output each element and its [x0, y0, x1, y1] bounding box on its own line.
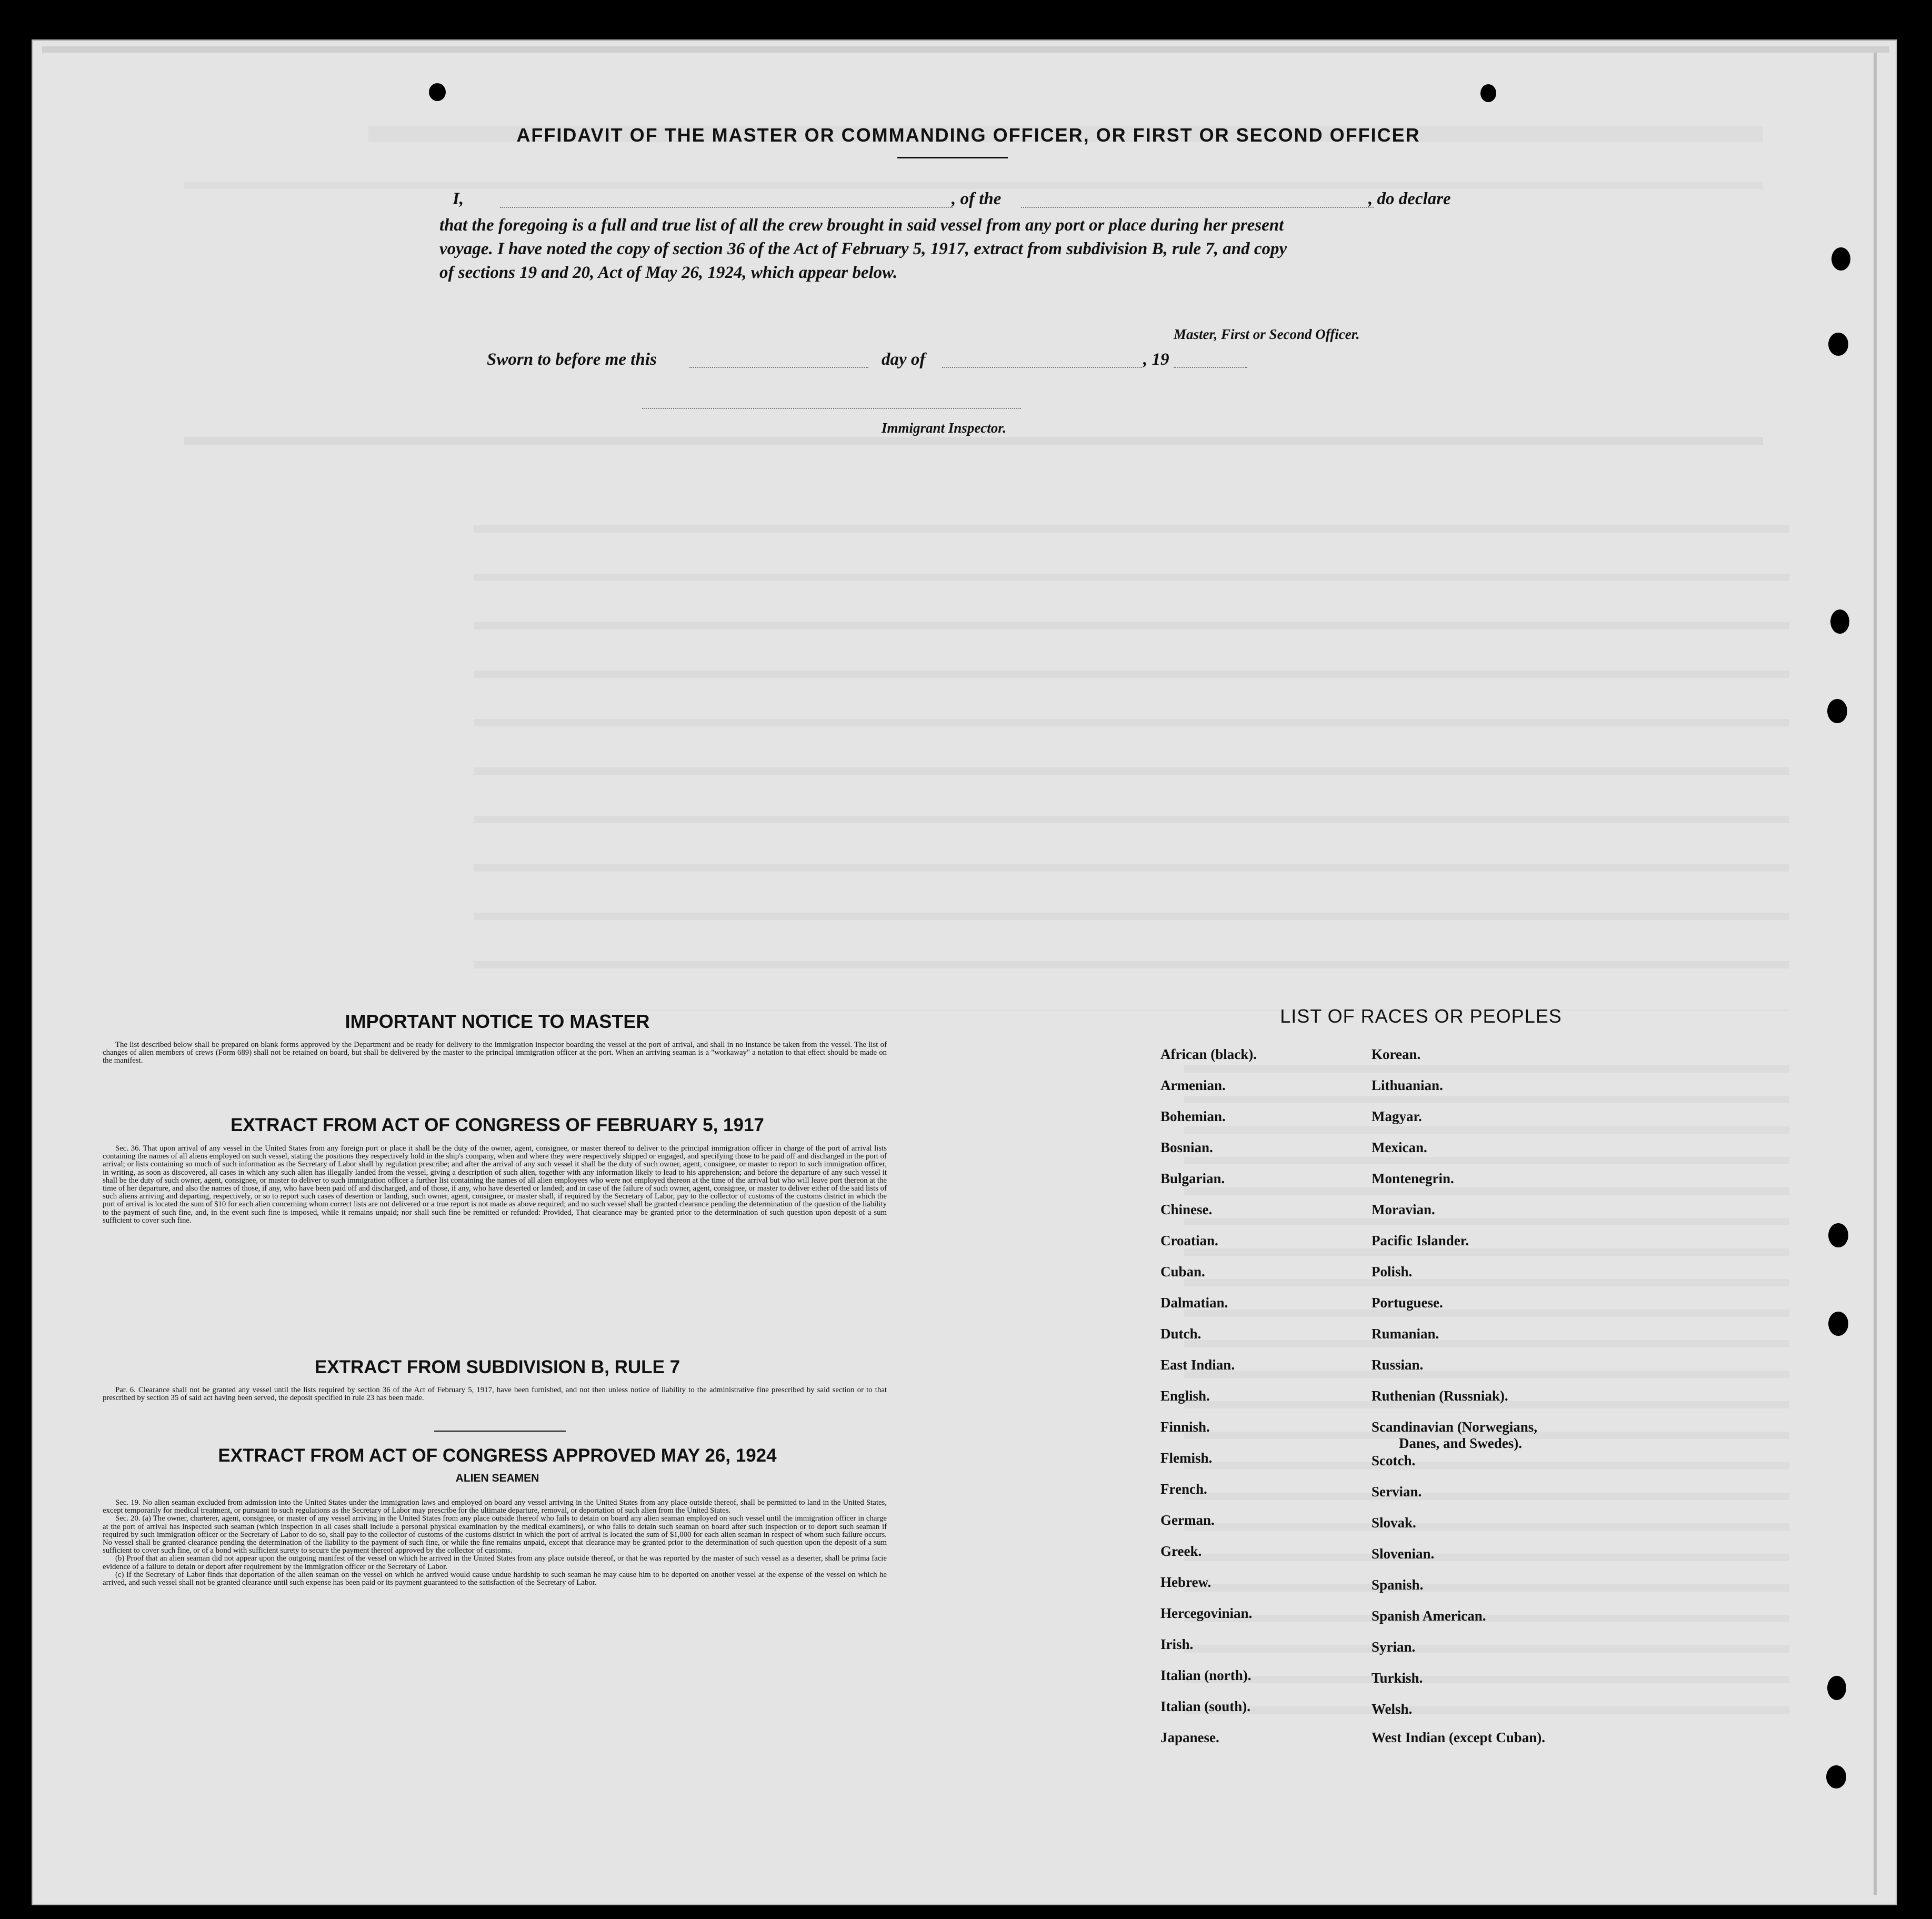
act-1924-title: EXTRACT FROM ACT OF CONGRESS APPROVED MAY 26, 1924 — [218, 1445, 777, 1466]
punch-hole — [1828, 1223, 1848, 1247]
race-item: Finnish. — [1160, 1419, 1210, 1435]
year-label: , 19 — [1143, 350, 1169, 369]
race-item: Mexican. — [1372, 1140, 1427, 1155]
act-1917-text — [103, 1145, 887, 1225]
notice-text — [103, 1041, 887, 1065]
race-item: Slovak. — [1372, 1515, 1416, 1531]
race-item: Russian. — [1372, 1357, 1424, 1373]
race-item: Bohemian. — [1160, 1108, 1226, 1124]
race-item: Japanese. — [1160, 1730, 1219, 1745]
race-item: Portuguese. — [1372, 1295, 1443, 1311]
page-right-edge — [1874, 53, 1877, 1895]
race-item: Cuban. — [1160, 1264, 1205, 1280]
alien-seamen-subtitle: ALIEN SEAMEN — [455, 1472, 539, 1484]
race-item: Spanish American. — [1372, 1608, 1486, 1624]
master-signature-label: Master, First or Second Officer. — [1174, 326, 1360, 342]
section-20c-paragraph: (c) If the Secretary of Labor finds that deportation of the alien seaman on the vessel on which he arrived would cause undue hardship to such seaman he may cause him to be deported on another vessel at the expense of the vessel on which he arrived, and such vessel shall not be granted clearance until such expense has been paid or its payment guaranteed to the satisfaction of the Secretary of Labor. — [103, 1570, 887, 1587]
race-item: German. — [1160, 1512, 1215, 1528]
affidavit-line-3: voyage. I have noted the copy of section 36 of the Act of February 5, 1917, extract from subdivision B, rule 7, and copy — [439, 239, 1287, 258]
act-1924-text — [103, 1499, 887, 1587]
race-item: English. — [1160, 1388, 1210, 1404]
race-item: Hebrew. — [1160, 1574, 1212, 1590]
affidavit-of-the: , of the — [952, 189, 1002, 208]
act-1917-title: EXTRACT FROM ACT OF CONGRESS OF FEBRUARY 5, 1917 — [231, 1115, 764, 1135]
race-item: Moravian. — [1372, 1202, 1435, 1217]
punch-hole — [1830, 609, 1849, 634]
punch-hole — [1827, 699, 1847, 723]
race-item: African (black). — [1160, 1046, 1257, 1062]
race-item: Lithuanian. — [1372, 1077, 1443, 1093]
section-19-paragraph: Sec. 19. No alien seaman excluded from admission into the United States under the immigration laws and employed on board any vessel arriving in the United States from any place outside thereof, shall be permitted to land in the United States, except temporarily for medical treatment, or pursuant to such regulations as the Secretary of Labor may prescribe for the ultimate departure, removal, or deportation of such alien from the United States. — [103, 1498, 887, 1515]
section-20a-paragraph: Sec. 20. (a) The owner, charterer, agent, consignee, or master of any vessel arriving in the United States from any place outside thereof who fails to detain on board any alien seaman employed on such vessel until the immigration officer in charge at the port of arrival has inspected such seaman (which inspection in all cases shall include a personal physical examination by the medical examiners), or who fails to detain such seaman on board after such inspection or to deport such seaman if required by such immigration officer or the Secretary of Labor to do so, shall pay to the collector of customs of the customs district in which the port of arrival is located the sum of $1,000 for each alien seaman in respect of whom such failure occurs. No vessel shall be granted clearance pending the determination of the liability to the payment of such fine, or while the fine remains unpaid, except that clearance may be granted prior to the determination of such question upon the deposit of a sum sufficient to cover such fine, or of a bond with sufficient surety to secure the payment thereof approved by the collector of customs. — [103, 1514, 887, 1555]
rule-7-title: EXTRACT FROM SUBDIVISION B, RULE 7 — [314, 1357, 680, 1377]
race-item: Irish. — [1160, 1636, 1194, 1652]
race-item: Italian (south). — [1160, 1698, 1251, 1714]
race-item: Chinese. — [1160, 1202, 1213, 1217]
vessel-blank[interactable] — [1021, 207, 1374, 208]
sworn-before-label: Sworn to before me this — [487, 350, 657, 369]
sworn-month-blank[interactable] — [942, 367, 1142, 368]
race-item: Bulgarian. — [1160, 1171, 1225, 1186]
race-item: Hercegovinian. — [1160, 1605, 1253, 1621]
section-36-paragraph: Sec. 36. That upon arrival of any vessel in the United States from any foreign port or place it shall be the duty of the owner, agent, consignee, or master thereof to deliver to the principal immigration officer in charge of the port of arrival lists containing the names of all aliens employed on such vessel, stating the positions they respectively hold in the ship's company, when and where they were respectively shipped or engaged, and specifying those to be paid off and discharged in the port of arrival; or lists containing so much of such information as the Secretary of Labor shall by regulation prescribe; and after the arrival of any such vessel it shall be the duty of such owner, agent, consignee, or master to report to such immigration officer, in writing, as soon as discovered, all cases in which any such alien has illegally landed from the vessel, giving a description of such alien, together with any information likely to lead to his apprehension; and before the departure of any such vessel it shall be the duty of such owner, agent, consignee, or master to deliver to such immigration officer a further list containing the names of all alien employees who were not employed thereon at the time of the arrival but who will leave port thereon at the time of her departure, and also the names of those, if any, who have been paid off and discharged, and of those, if any, who have deserted or landed; and in case of the failure of such owner, agent, consignee, or master to deliver either of the said lists of such aliens arriving and departing, respectively, or so to report such cases of desertion or landing, such owner, agent, consignee, or master shall, if required by the Secretary of Labor, pay to the collector of customs of the customs district in which the port of arrival is located the sum of $10 for each alien concerning whom correct lists are not delivered or a true report is not made as above required; and no such vessel shall be granted clearance pending the determination of the question of the liability to the payment of such fine, and, in the event such fine is imposed, while it remains unpaid; nor shall such fine be remitted or refunded: Provided, That clearance may be granted prior to the determination of such question upon deposit of a sum sufficient to cover such fine. — [103, 1144, 887, 1225]
race-item: Rumanian. — [1372, 1326, 1439, 1342]
race-item: Turkish. — [1372, 1670, 1423, 1686]
title-underline — [897, 157, 1008, 158]
race-item: East Indian. — [1160, 1357, 1235, 1373]
year-blank[interactable] — [1174, 367, 1247, 368]
punch-hole — [1828, 1312, 1848, 1336]
race-item: Ruthenian (Russniak). — [1372, 1388, 1508, 1404]
section-20b-paragraph: (b) Proof that an alien seaman did not appear upon the outgoing manifest of the vessel on which he arrived in the United States from any place outside thereof, or that he was reported by the master of such vessel as a deserter, shall be prima facie evidence of a failure to detain or deport after requirement by the immigration officer or the Secretary of Labor. — [103, 1554, 887, 1571]
race-item: Scotch. — [1372, 1453, 1416, 1468]
race-item: Armenian. — [1160, 1077, 1226, 1093]
inspector-signature-blank[interactable] — [642, 408, 1021, 409]
day-of-label: day of — [882, 350, 926, 369]
race-item: Pacific Islander. — [1372, 1233, 1469, 1248]
race-item: Dutch. — [1160, 1326, 1202, 1342]
race-item: Greek. — [1160, 1543, 1202, 1559]
race-item: Polish. — [1372, 1264, 1413, 1280]
race-item: Slovenian. — [1372, 1546, 1435, 1562]
race-item: Montenegrin. — [1372, 1171, 1454, 1186]
race-item: Croatian. — [1160, 1233, 1218, 1248]
punch-hole — [1827, 1676, 1846, 1700]
punch-hole — [1826, 1765, 1846, 1788]
race-item: Magyar. — [1372, 1108, 1422, 1124]
punch-hole — [1828, 333, 1848, 356]
name-blank[interactable] — [500, 207, 953, 208]
notice-title: IMPORTANT NOTICE TO MASTER — [345, 1011, 650, 1032]
punch-hole — [1480, 84, 1496, 102]
race-item: Bosnian. — [1160, 1140, 1213, 1155]
affidavit-declare: , do declare — [1368, 189, 1451, 208]
race-item: Italian (north). — [1160, 1667, 1252, 1683]
punch-hole — [429, 83, 446, 101]
race-item: French. — [1160, 1481, 1207, 1497]
punch-hole — [1831, 247, 1850, 271]
race-item: Dalmatian. — [1160, 1295, 1228, 1311]
affidavit-line-2: that the foregoing is a full and true list of all the crew brought in said vessel from any port or place during her present — [439, 216, 1284, 235]
affidavit-title: AFFIDAVIT OF THE MASTER OR COMMANDING OFFICER, OR FIRST OR SECOND OFFICER — [516, 124, 1420, 146]
race-item: Flemish. — [1160, 1450, 1213, 1466]
race-item: Welsh. — [1372, 1701, 1413, 1717]
race-item: Syrian. — [1372, 1639, 1416, 1655]
race-item: Korean. — [1372, 1046, 1421, 1062]
notice-paragraph: The list described below shall be prepared on blank forms approved by the Department and be ready for delivery to the immigration inspector boarding the vessel at the port of arrival, and shall in no instance be taken from the vessel. The list of changes of alien members of crews (Form 689) shall not be retained on board, but shall be delivered by the master to the principal immigration officer at the port. When an arriving seaman is a "workaway" a notation to that effect should be made on the manifest. — [103, 1041, 887, 1065]
race-item: Servian. — [1372, 1484, 1422, 1500]
race-item: West Indian (except Cuban). — [1372, 1730, 1546, 1745]
paragraph-6: Par. 6. Clearance shall not be granted any vessel until the lists required by section 36 of the Act of February 5, 1917, have been furnished, and not then unless notice of liability to the administrative fine prescribed by said section or to that prescribed by section 35 of said act having been served, the deposit specified in rule 23 has been made. — [103, 1386, 887, 1403]
race-item: Scandinavian (Norwegians, — [1372, 1419, 1538, 1435]
affidavit-line-4: of sections 19 and 20, Act of May 26, 1924, which appear below. — [439, 263, 898, 282]
races-title: LIST OF RACES OR PEOPLES — [1280, 1005, 1562, 1027]
page-top-edge — [42, 46, 1889, 53]
sworn-day-blank[interactable] — [689, 367, 868, 368]
immigrant-inspector-label: Immigrant Inspector. — [882, 420, 1007, 436]
race-item: Spanish. — [1372, 1577, 1424, 1593]
divider — [434, 1431, 566, 1432]
affidavit-i: I, — [453, 189, 464, 208]
race-item: Danes, and Swedes). — [1399, 1435, 1523, 1451]
rule-7-text — [103, 1386, 887, 1402]
